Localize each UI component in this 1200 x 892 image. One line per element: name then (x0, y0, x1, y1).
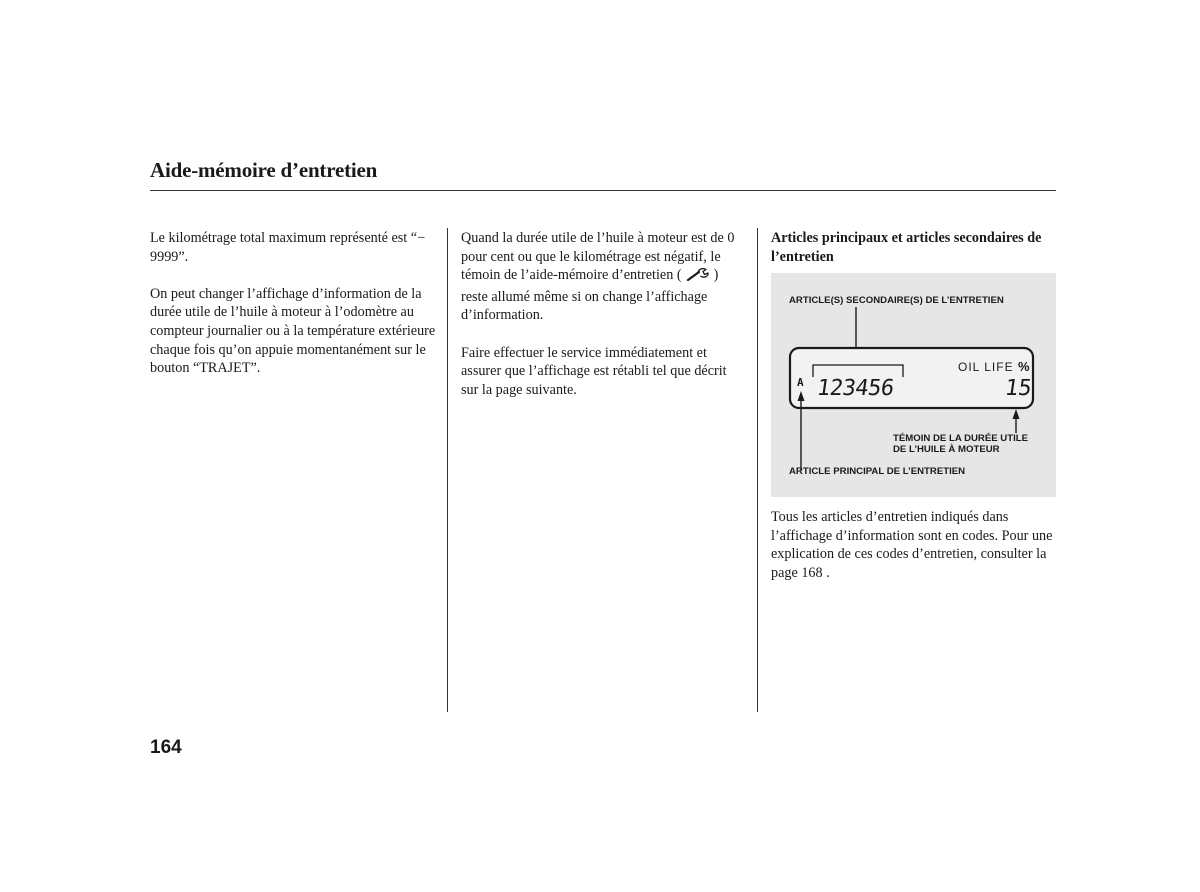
display-main-code: A (797, 376, 804, 389)
page-number: 164 (150, 737, 182, 758)
col2-p1-text-before: Quand la durée utile de l’huile à moteur est de 0 pour cent ou que le kilométrage est négatif, le témoin de l’aide-mémoire d’entretien ( (461, 230, 735, 284)
display-oil-life-value: 15 (1003, 376, 1034, 401)
section-heading: Articles principaux et articles secondaires de l’entretien (771, 230, 1042, 265)
column-divider-1 (447, 228, 448, 712)
column-1 (150, 229, 436, 396)
col2-paragraph-1 (461, 229, 746, 325)
label-secondary-items: ARTICLE(S) SECONDAIRE(S) DE L’ENTRETIEN (789, 295, 1004, 306)
col3-paragraph-after-figure: Tous les articles d’entretien indiqués dans l’affichage d’information sont en codes. Pour une explication de ces codes d’entretien, consulter la page 168 . (771, 509, 1053, 581)
display-percent: % (1018, 359, 1030, 374)
wrench-icon (686, 267, 710, 288)
column-divider-2 (757, 228, 758, 712)
page-title: Aide-mémoire d’entretien (150, 158, 378, 182)
display-sub-codes: 123456 (815, 376, 896, 401)
label-oil-indicator-line-2: DE L’HUILE À MOTEUR (893, 444, 1000, 455)
col1-paragraph-1: Le kilométrage total maximum représenté est “− 9999”. (150, 230, 426, 265)
col2-paragraph-2: Faire effectuer le service immédiatement et assurer que l’affichage est rétabli tel que décrit sur la page suivante. (461, 344, 727, 398)
column-2 (461, 229, 746, 418)
maintenance-display-figure (771, 273, 1056, 497)
label-oil-indicator-line-1: TÉMOIN DE LA DURÉE UTILE (893, 433, 1029, 444)
label-main-item: ARTICLE PRINCIPAL DE L’ENTRETIEN (789, 466, 966, 477)
display-oil-life-label: OIL LIFE (958, 360, 1014, 374)
title-divider (150, 190, 1056, 191)
col1-paragraph-2: On peut changer l’affichage d’information de la durée utile de l’huile à moteur à l’odomètre au compteur journalier ou à la température extérieure chaque fois qu’on appuie momentanément sur le bouton “TRAJET”. (150, 285, 436, 377)
col2-p1-text-after: ) reste allumé même si on change l’affichage d’information. (461, 267, 719, 324)
